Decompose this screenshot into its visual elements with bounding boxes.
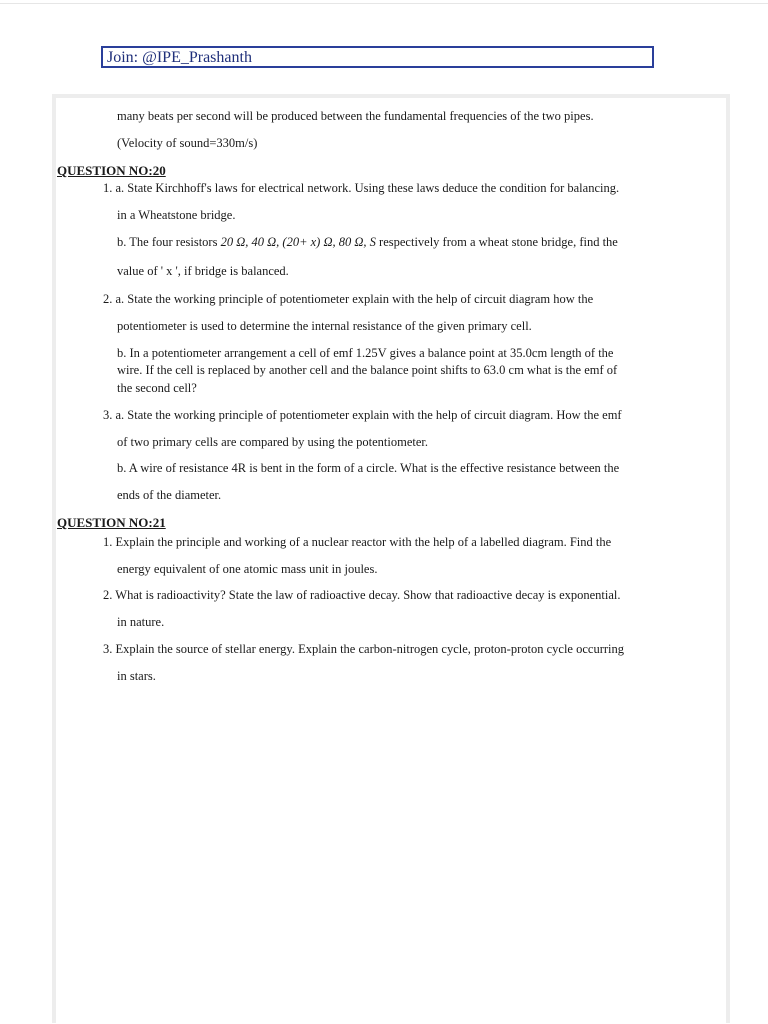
q20-item3-b-line1: b. A wire of resistance 4R is bent in the form of a circle. What is the effective resistance between the [117,461,620,475]
q21-item1-line1: 1. Explain the principle and working of a nuclear reactor with the help of a labelled diagram. Find the [103,535,612,549]
q20-item1-b-line2: value of ' x ', if bridge is balanced. [117,264,289,278]
q20-item1-b-suffix: respectively from a wheat stone bridge, find the [379,235,618,249]
q20-item2-a-line2: potentiometer is used to determine the internal resistance of the given primary cell. [117,319,532,333]
q21-item3-line1: 3. Explain the source of stellar energy. Explain the carbon-nitrogen cycle, proton-proton cycle occurring [103,642,624,656]
continuation-line-1: many beats per second will be produced between the fundamental frequencies of the two pipes. [117,109,594,123]
q20-item2-a-line1: 2. a. State the working principle of potentiometer explain with the help of circuit diagram how the [103,292,594,306]
q20-item3-a-line2: of two primary cells are compared by using the potentiometer. [117,435,429,449]
q20-item1-a-line2: in a Wheatstone bridge. [117,208,236,222]
join-label: Join: @IPE_Prashanth [107,49,252,66]
q21-item2-line2: in nature. [117,615,165,629]
q20-item3-a-line1: 3. a. State the working principle of potentiometer explain with the help of circuit diagram. How the emf [103,408,622,422]
top-rule [0,3,768,4]
q21-item3-line2: in stars. [117,669,156,683]
q20-item2-b-line1: b. In a potentiometer arrangement a cell of emf 1.25V gives a balance point at 35.0cm length of the [117,346,614,360]
q20-item2-b-line2: wire. If the cell is replaced by another cell and the balance point shifts to 63.0 cm what is the emf of [117,363,618,377]
question-20-heading: QUESTION NO:20 [57,163,166,178]
continuation-line-2: (Velocity of sound=330m/s) [117,136,258,150]
q20-item1-b-resistors: 20 Ω, 40 Ω, (20+ x) Ω, 80 Ω, S [220,235,376,249]
join-channel-banner [101,46,654,68]
q20-item1-b-prefix: b. The four resistors [117,235,218,249]
q20-item3-b-line2: ends of the diameter. [117,488,222,502]
q20-item1-a-line1: 1. a. State Kirchhoff's laws for electrical network. Using these laws deduce the condition for balancing. [103,181,620,195]
page-border [52,94,730,1023]
q20-item1-b-line1 [117,235,618,250]
q20-item2-b-line3: the second cell? [117,381,197,395]
q21-item1-line2: energy equivalent of one atomic mass unit in joules. [117,562,378,576]
q21-item2-line1: 2. What is radioactivity? State the law of radioactive decay. Show that radioactive decay is exponential. [103,588,621,602]
question-21-heading: QUESTION NO:21 [57,515,166,530]
